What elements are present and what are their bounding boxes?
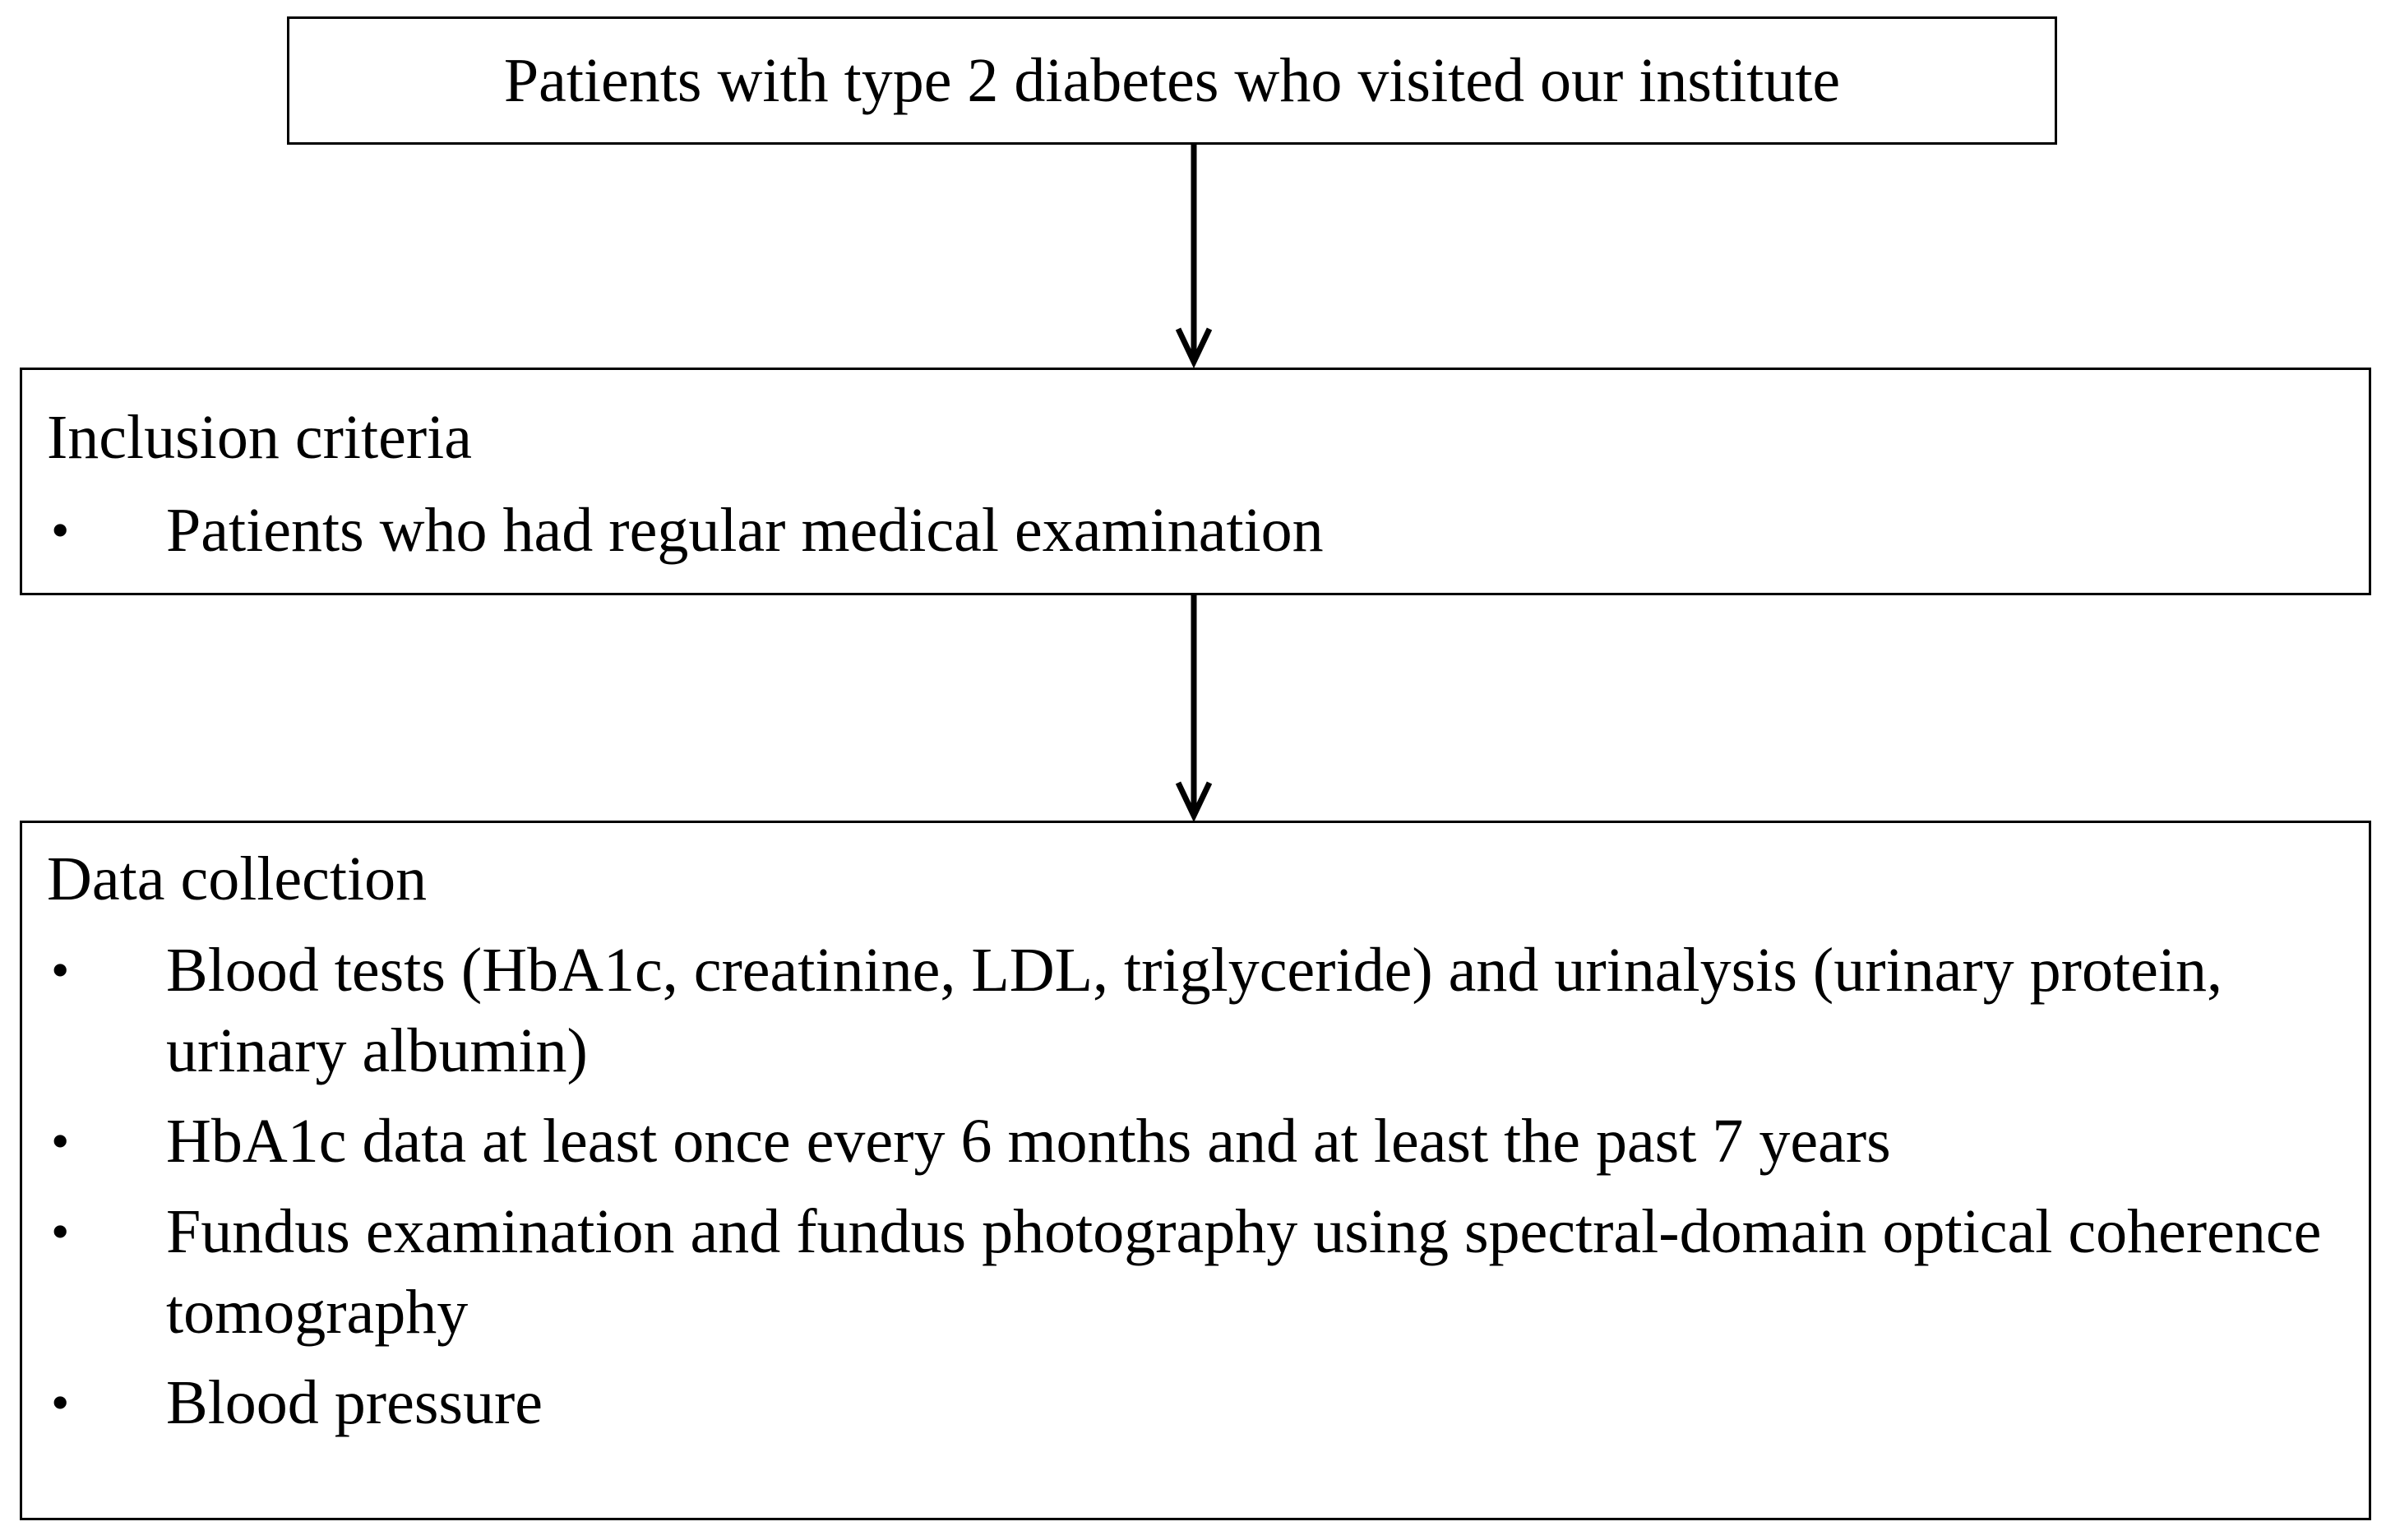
bullet-icon: • bbox=[51, 1373, 70, 1431]
data-collection-heading: Data collection bbox=[47, 844, 428, 913]
data-item-text: Blood pressure bbox=[166, 1368, 543, 1437]
start-box-text: Patients with type 2 diabetes who visited our institute bbox=[503, 46, 1841, 115]
arrow-inclusion-to-data bbox=[1178, 595, 1209, 816]
arrow-start-to-inclusion bbox=[1178, 145, 1209, 362]
list-item bbox=[47, 1101, 2369, 1182]
inclusion-criteria-list bbox=[47, 490, 2369, 571]
list-item bbox=[47, 1191, 2369, 1353]
list-item bbox=[47, 930, 2369, 1091]
inclusion-criteria-heading: Inclusion criteria bbox=[47, 403, 473, 472]
start-box bbox=[287, 16, 2057, 145]
data-item-text: Blood tests (HbA1c, creatinine, LDL, triglyceride) and urinalysis (urinary protein, urinary albumin) bbox=[166, 936, 2222, 1085]
list-item bbox=[47, 490, 2369, 571]
list-item bbox=[47, 1362, 2369, 1443]
bullet-icon: • bbox=[51, 1112, 70, 1170]
bullet-icon: • bbox=[51, 501, 70, 559]
bullet-icon: • bbox=[51, 941, 70, 999]
data-item-text: Fundus examination and fundus photography using spectral-domain optical coherence tomography bbox=[166, 1197, 2322, 1347]
bullet-icon: • bbox=[51, 1202, 70, 1260]
inclusion-criteria-box bbox=[20, 368, 2371, 595]
inclusion-item-text: Patients who had regular medical examination bbox=[166, 496, 1324, 565]
data-collection-list bbox=[47, 930, 2369, 1443]
data-item-text: HbA1c data at least once every 6 months and at least the past 7 years bbox=[166, 1107, 1891, 1176]
data-collection-box bbox=[20, 821, 2371, 1520]
